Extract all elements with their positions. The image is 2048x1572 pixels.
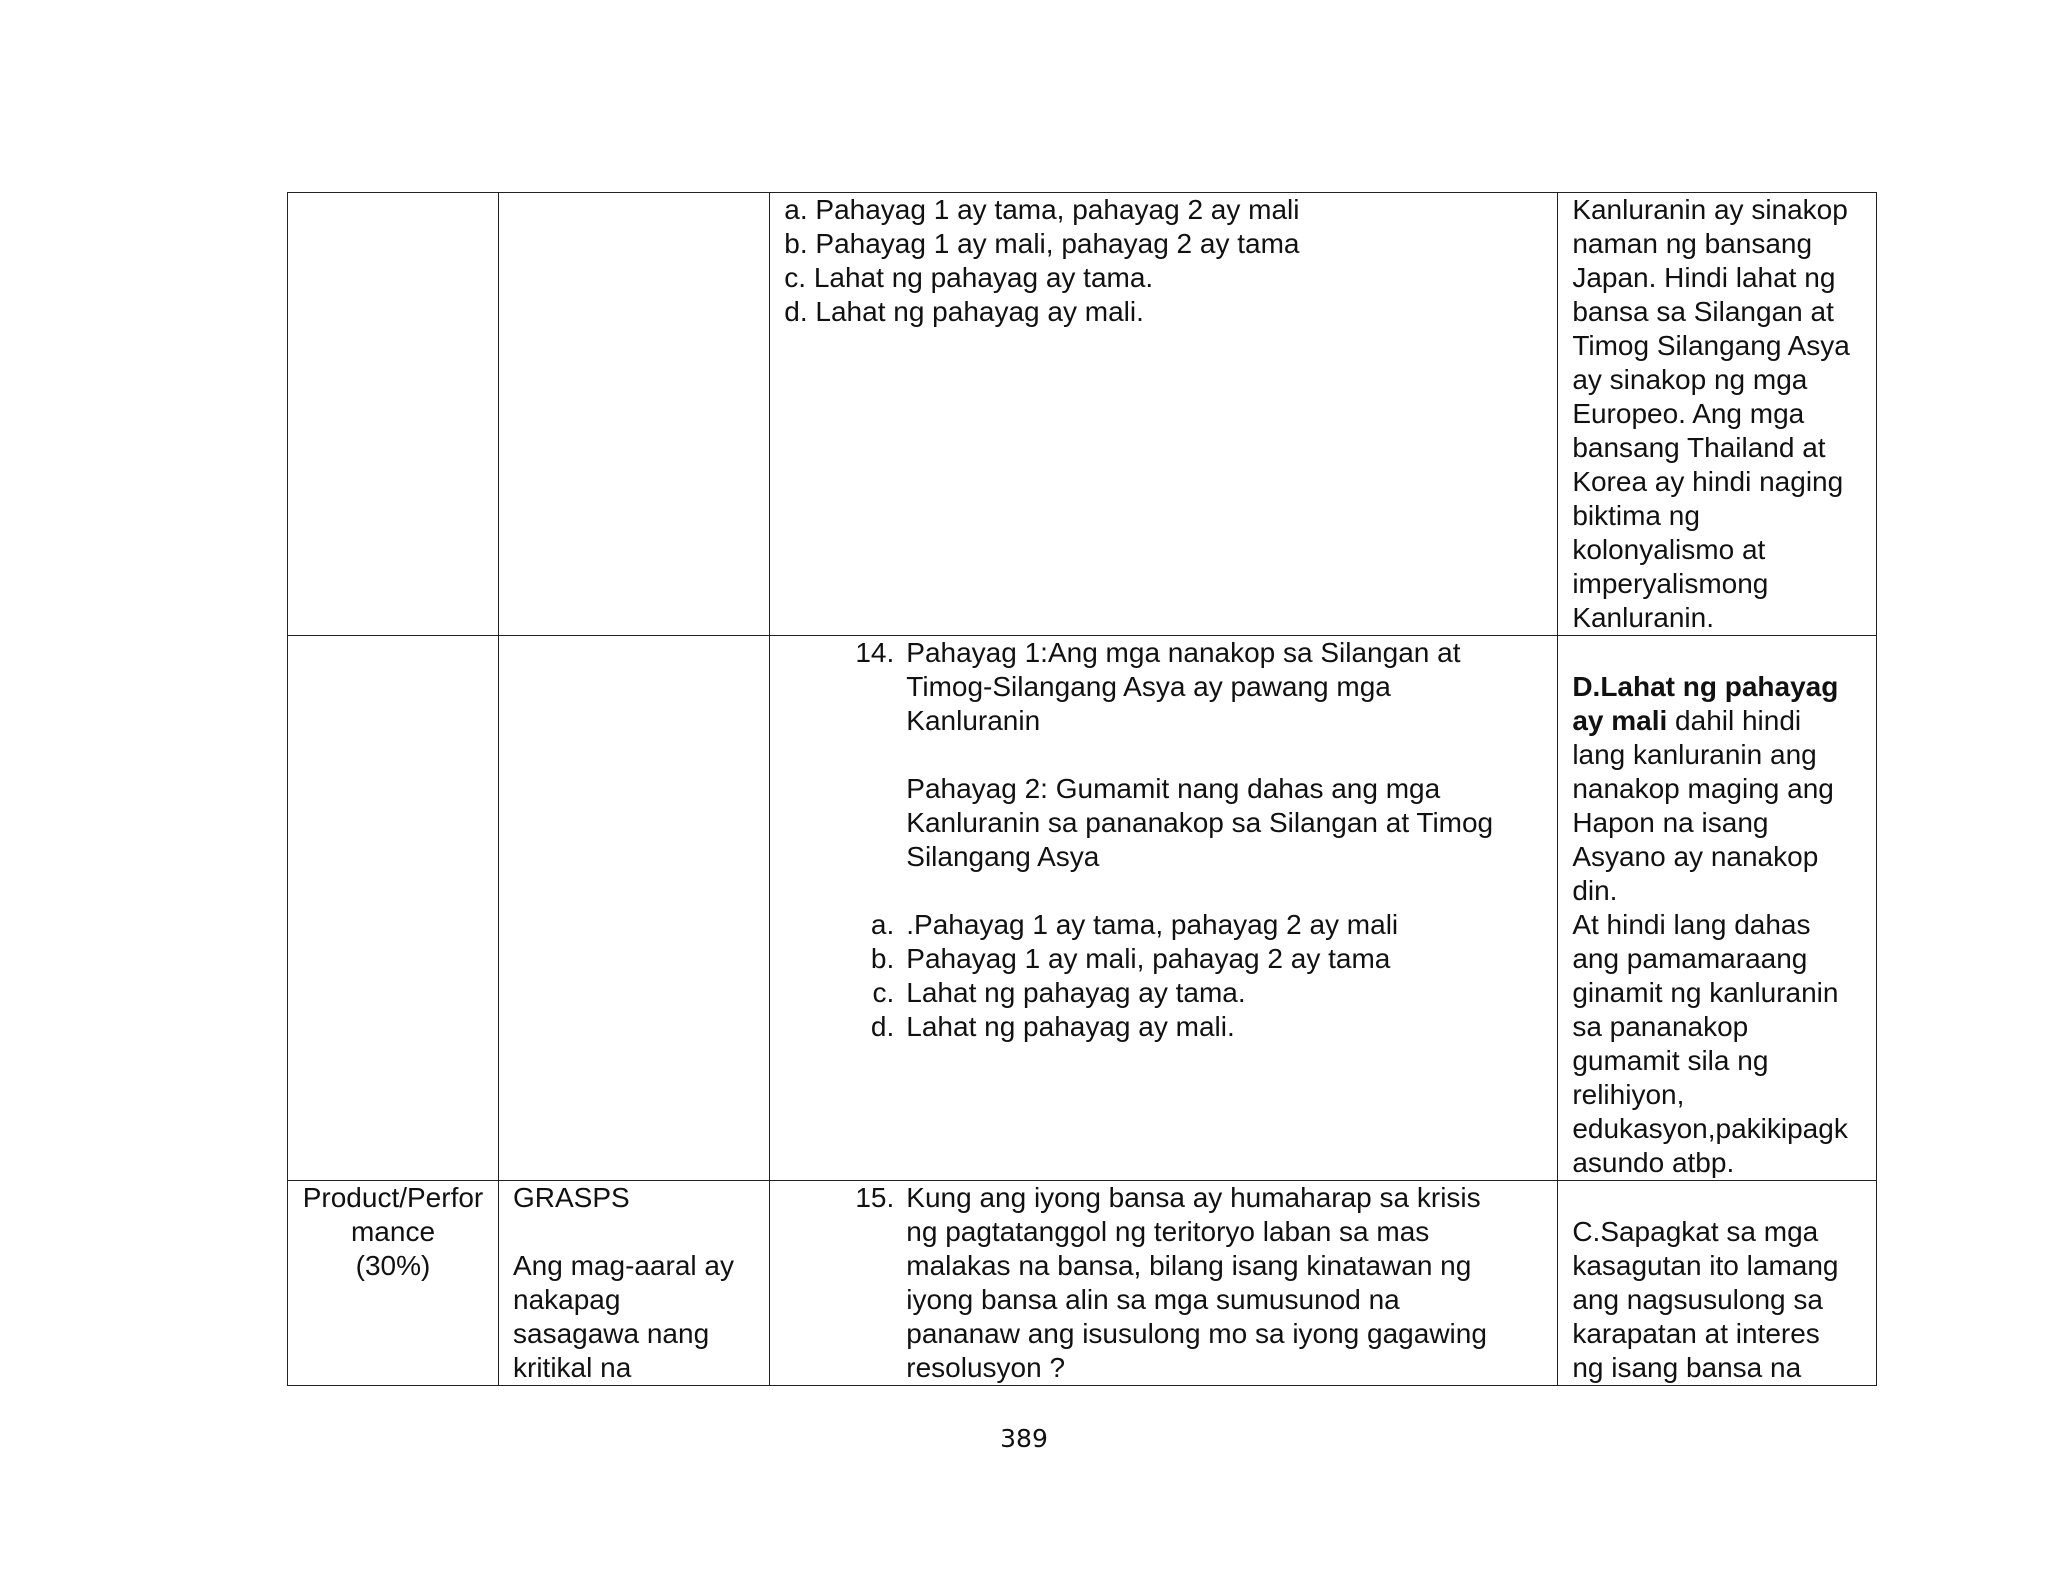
answer-line: kolonyalismo at xyxy=(1572,534,1766,565)
answer-line: Kanluranin ay sinakop xyxy=(1572,194,1848,225)
question-stem xyxy=(834,636,1543,670)
choice-c: c. Lahat ng pahayag ay tama. xyxy=(784,262,1154,293)
choice-text: Pahayag 1 ay mali, pahayag 2 ay tama xyxy=(906,943,1391,974)
answer-line: gumamit sila ng xyxy=(1572,1045,1769,1076)
competency-line: kritikal na xyxy=(513,1352,632,1383)
choice-letter: d. xyxy=(870,1011,895,1042)
question-cell xyxy=(770,1181,1558,1386)
answer-line: bansa sa Silangan at xyxy=(1572,296,1834,327)
choice-text: .Pahayag 1 ay tama, pahayag 2 ay mali xyxy=(906,909,1399,940)
table-row xyxy=(288,193,1877,636)
answer-line: ay sinakop ng mga xyxy=(1572,364,1808,395)
answer-line: relihiyon, xyxy=(1572,1079,1685,1110)
answer-line: lang kanluranin ang xyxy=(1572,739,1817,770)
competency-cell xyxy=(499,193,770,636)
question-cell xyxy=(770,193,1558,636)
question-line: resolusyon ? xyxy=(906,1352,1066,1383)
answer-cell xyxy=(1558,636,1877,1181)
answer-line xyxy=(1572,670,1862,704)
question-line: Pahayag 2: Gumamit nang dahas ang mga xyxy=(906,773,1441,804)
question-15 xyxy=(784,1181,1543,1385)
choice-d xyxy=(834,1010,1543,1044)
assessment-table xyxy=(287,192,1877,1386)
page-number: 389 xyxy=(1000,1424,1048,1453)
choice-d: d. Lahat ng pahayag ay mali. xyxy=(784,296,1144,327)
table-row xyxy=(288,636,1877,1181)
competency-title: GRASPS xyxy=(513,1182,630,1213)
question-number: 14. xyxy=(855,637,895,668)
choice-a: a. Pahayag 1 ay tama, pahayag 2 ay mali xyxy=(784,194,1300,225)
answer-bold: D.Lahat ng pahayag xyxy=(1572,671,1839,702)
answer-cell xyxy=(1558,1181,1877,1386)
answer-line: bansang Thailand at xyxy=(1572,432,1826,463)
competency-cell xyxy=(499,636,770,1181)
answer-line: nanakop maging ang xyxy=(1572,773,1834,804)
answer-line: C.Sapagkat sa mga xyxy=(1572,1216,1819,1247)
question-line: Silangang Asya xyxy=(906,841,1100,872)
table-row xyxy=(288,1181,1877,1386)
answer-line: sa pananakop xyxy=(1572,1011,1749,1042)
competency-line: Ang mag-aaral ay xyxy=(513,1250,735,1281)
answer-line: imperyalismong xyxy=(1572,568,1769,599)
choice-c xyxy=(834,976,1543,1010)
question-line: iyong bansa alin sa mga sumusunod na xyxy=(906,1284,1400,1315)
answer-line: ang nagsusulong sa xyxy=(1572,1284,1823,1315)
choice-text: Lahat ng pahayag ay mali. xyxy=(906,1011,1235,1042)
answer-line: Hapon na isang xyxy=(1572,807,1769,838)
answer-line: ang pamamaraang xyxy=(1572,943,1808,974)
answer-line: Japan. Hindi lahat ng xyxy=(1572,262,1836,293)
answer-line: Timog Silangang Asya xyxy=(1572,330,1850,361)
choice-letter: c. xyxy=(872,977,895,1008)
question-line: Kung ang iyong bansa ay humaharap sa krisis xyxy=(906,1182,1481,1213)
assessment-type-line: mance xyxy=(350,1216,436,1247)
answer-line: Asyano ay nanakop xyxy=(1572,841,1819,872)
question-line: malakas na bansa, bilang isang kinatawan ng xyxy=(906,1250,1472,1281)
question-line: ng pagtatanggol ng teritoryo laban sa mas xyxy=(906,1216,1430,1247)
answer-bold: ay mali xyxy=(1572,705,1668,736)
answer-line: Europeo. Ang mga xyxy=(1572,398,1805,429)
choice-text: Lahat ng pahayag ay tama. xyxy=(906,977,1246,1008)
answer-line: ng isang bansa na xyxy=(1572,1352,1802,1383)
assessment-type-line: (30%) xyxy=(355,1250,431,1281)
answer-line: asundo atbp. xyxy=(1572,1147,1735,1178)
question-14 xyxy=(784,636,1543,1044)
choice-letter: b. xyxy=(870,943,895,974)
answer-line: biktima ng xyxy=(1572,500,1700,531)
assessment-type-cell xyxy=(288,636,499,1181)
answer-line: edukasyon,pakikipagk xyxy=(1572,1113,1848,1144)
answer-line: Kanluranin. xyxy=(1572,602,1714,633)
answer-text: dahil hindi xyxy=(1667,705,1802,736)
competency-line: nakapag xyxy=(513,1284,621,1315)
choice-b xyxy=(834,942,1543,976)
answer-line xyxy=(1572,704,1862,738)
question-line: Kanluranin sa pananakop sa Silangan at Timog xyxy=(906,807,1494,838)
answer-line: naman ng bansang xyxy=(1572,228,1813,259)
choice-a xyxy=(834,908,1543,942)
choice-letter: a. xyxy=(870,909,895,940)
answer-line: karapatan at interes xyxy=(1572,1318,1820,1349)
question-stem xyxy=(834,1181,1543,1215)
question-line: pananaw ang isusulong mo sa iyong gagawing xyxy=(906,1318,1487,1349)
assessment-type-cell xyxy=(288,193,499,636)
competency-cell xyxy=(499,1181,770,1386)
question-number: 15. xyxy=(855,1182,895,1213)
question-line: Kanluranin xyxy=(906,705,1041,736)
answer-line: ginamit ng kanluranin xyxy=(1572,977,1839,1008)
question-line: Pahayag 1:Ang mga nanakop sa Silangan at xyxy=(906,637,1461,668)
answer-line: kasagutan ito lamang xyxy=(1572,1250,1839,1281)
assessment-type-cell xyxy=(288,1181,499,1386)
answer-line: Korea ay hindi naging xyxy=(1572,466,1844,497)
answer-cell xyxy=(1558,193,1877,636)
answer-line: din. xyxy=(1572,875,1618,906)
assessment-type-line: Product/Perfor xyxy=(302,1182,484,1213)
answer-line: At hindi lang dahas xyxy=(1572,909,1811,940)
question-line: Timog-Silangang Asya ay pawang mga xyxy=(906,671,1391,702)
question-cell xyxy=(770,636,1558,1181)
competency-line: sasagawa nang xyxy=(513,1318,710,1349)
choice-b: b. Pahayag 1 ay mali, pahayag 2 ay tama xyxy=(784,228,1300,259)
